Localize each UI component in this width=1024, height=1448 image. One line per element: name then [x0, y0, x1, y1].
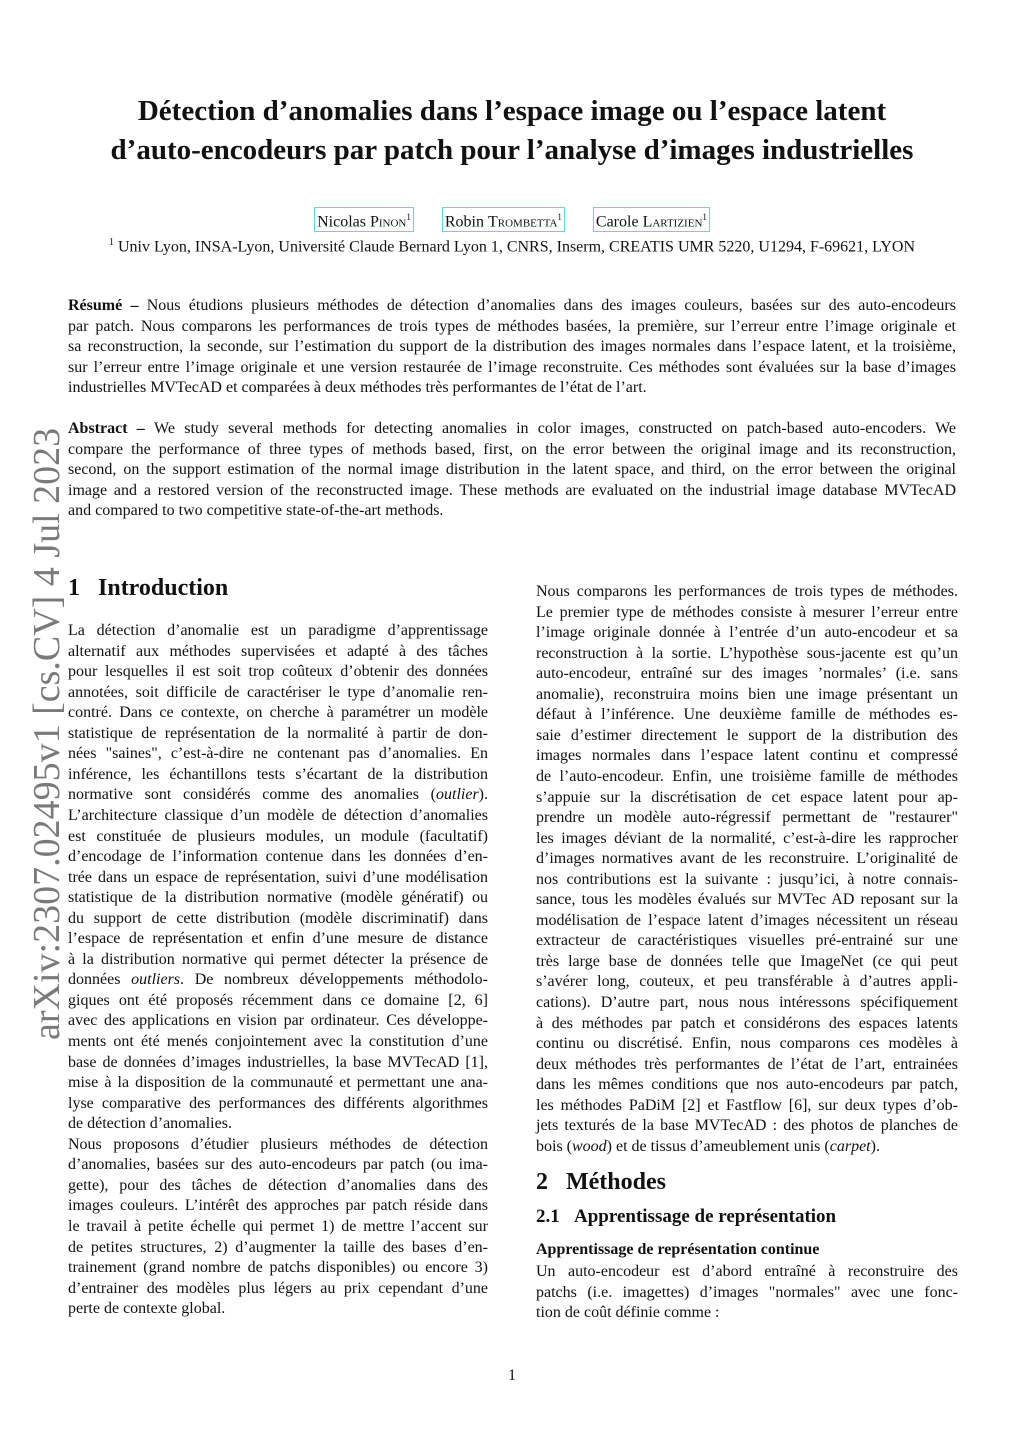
text-line: par patch. Nous comparons les performances de trois types de méthodes basées, la première, sur l’erreur entre l’image originale et	[68, 317, 956, 335]
text-line: auto-encodeur, entraîné sur des images ’normales’ (i.e. sans	[536, 665, 958, 683]
text-line: sur l’erreur entre l’image originale et une version restaurée de l’image reconstruite. Ces méthodes sont évaluées sur la base d’images	[68, 358, 956, 376]
text-line: extracteur de caractéristiques visuelles pré-entrainé sur une	[536, 932, 958, 950]
text-line: images couleurs. L’intérêt des approches par patch réside dans	[68, 1197, 488, 1215]
section-title: Méthodes	[566, 1169, 666, 1195]
text-line: Abstract – We study several methods for detecting anomalies in color images, constructed on patch-based auto-encoders. We	[68, 420, 956, 437]
text-line: mise à la disposition de la communauté et permettant une ana-	[68, 1074, 488, 1092]
text-line: patchs (i.e. imagettes) d’images "normales" avec une fonc-	[536, 1283, 958, 1301]
text-line: annotées, soit difficile de caractériser le type d’anomalie ren-	[68, 683, 488, 701]
block-label: Abstract –	[68, 420, 155, 437]
text-line: anomalie), reconstruira moins bien une image présentant un	[536, 685, 958, 703]
author-first-name: Carole	[595, 213, 639, 231]
text-line: image and a restored version of the reconstructed image. These methods are evaluated on the industrial image database MVTecAD	[68, 481, 956, 499]
text-line: trée dans un espace de représentation, suivi d’une modélisation	[68, 868, 488, 886]
affil-mark: 1	[702, 212, 707, 222]
paper-title-line-1: Détection d’anomalies dans l’espace image ou l’espace latent	[137, 95, 887, 127]
text-line: compare the performance of three types of methods based, first, on the error between the original image and its reconstruction,	[68, 440, 956, 458]
affil-mark: 1	[557, 212, 562, 222]
section-number: 2	[536, 1169, 548, 1195]
text-line: Un auto-encodeur est d’abord entraîné à reconstruire des	[536, 1263, 958, 1280]
text-line: s’appuie sur la discrétisation de cet espace latent pour ap-	[536, 788, 958, 806]
text-line: industrielles MVTecAD et comparées à deux méthodes très performantes de l’état de l’art.	[68, 379, 647, 397]
text-line: continu ou discrétisé. Enfin, nous comparons ces modèles à	[536, 1035, 958, 1053]
section-heading-introduction	[68, 575, 228, 602]
text-line: sa reconstruction, la seconde, sur l’estimation du support de la distribution des images normales dans l’espace latent, et la troisième,	[68, 338, 956, 356]
text-line: reconstruction à la sortie. L’hypothèse sous-jacente est qu’un	[536, 644, 958, 662]
arxiv-stamp: arXiv:2307.02495v1 [cs.CV] 4 Jul 2023	[26, 427, 68, 1040]
text-line: normative sont considérés comme des anomalies (outlier).	[68, 786, 488, 804]
text-line: prendre un modèle auto-régressif permettant de "restaurer"	[536, 809, 958, 827]
text-line: base de données d’images industrielles, la base MVTecAD [1],	[68, 1053, 488, 1071]
author-first-name: Robin	[444, 213, 484, 231]
text-line: à des méthodes par patch et considérons des espaces latents	[536, 1014, 958, 1032]
author-link[interactable]	[314, 207, 414, 232]
text-line: les méthodes PaDiM [2] et Fastflow [6], sur deux types d’ob-	[536, 1096, 958, 1114]
italic-term: carpet	[829, 1137, 871, 1155]
text-line: données outliers. De nombreux développements méthodolo-	[68, 971, 489, 989]
text-line: tion de coût définie comme :	[536, 1304, 720, 1322]
text-line: les images déviant de la normalité, c’est-à-dire les rapprocher	[536, 829, 958, 847]
text-line: images normales dans l’espace latent continu et compressé	[536, 747, 958, 765]
text-line: bois (wood) et de tissus d’ameublement unis (carpet).	[536, 1137, 880, 1155]
text-line: dans les mêmes conditions que nos auto-encodeurs par patch,	[536, 1076, 958, 1094]
text-line: de détection d’anomalies.	[68, 1115, 232, 1133]
text-line: d’entrainer des modèles plus légers au prix cependant d’une	[68, 1279, 488, 1297]
text-line: de petites structures, 2) d’augmenter la taille des bases d’en-	[68, 1238, 488, 1256]
text-line: perte de contexte global.	[68, 1300, 226, 1318]
text-line: d’anomalies, basées sur des auto-encodeurs par patch (ou ima-	[68, 1156, 488, 1174]
affil-mark: 1	[108, 237, 114, 248]
author-last-name: Pinon	[369, 213, 407, 231]
section-number: 1	[68, 575, 80, 601]
text-line: est constituée de plusieurs modules, un module (facultatif)	[68, 827, 488, 845]
section-heading-methodes	[536, 1169, 666, 1196]
text-line: d’encodage de l’information contenue dans les données d’en-	[68, 848, 488, 866]
affiliation	[0, 237, 1024, 256]
text-line: s’avérer long, couteux, et peu transférable à d’autres appli-	[536, 973, 958, 991]
block-label: Résumé –	[68, 297, 147, 314]
text-line: l’image originale donnée à l’entrée d’un auto-encodeur et sa	[536, 624, 958, 642]
text-line: statistique de représentation de la normalité à partir de don-	[68, 724, 488, 742]
affil-mark: 1	[406, 212, 411, 222]
italic-term: outliers	[131, 971, 181, 989]
text-line: contré. Dans ce contexte, on cherche à paramétrer un modèle	[68, 704, 488, 722]
text-line: gette), pour des tâches de détection d’anomalies dans des	[68, 1176, 488, 1194]
text-line: Le premier type de méthodes consiste à mesurer l’erreur entre	[536, 603, 958, 621]
text-line: Nous comparons les performances de trois types de méthodes.	[536, 583, 958, 600]
text-line: nées "saines", c’est-à-dire ne contenant pas d’anomalies. En	[68, 745, 488, 763]
section-title: Introduction	[98, 575, 229, 601]
text-line: à la distribution normative qui permet détecter la présence de	[68, 950, 488, 968]
text-line: nos contributions est la suivante : jusqu’ici, à notre connais-	[536, 870, 958, 888]
text-line: lyse comparative des performances des différents algorithmes	[68, 1094, 488, 1112]
text-line: Nous proposons d’étudier plusieurs méthodes de détection	[68, 1135, 488, 1153]
text-line: cations). D’autre part, nous nous intéressons spécifiquement	[536, 994, 958, 1011]
text-line: ments ont été menés conjointement avec la constitution d’une	[68, 1033, 488, 1050]
text-line: de l’auto-encodeur. Enfin, une troisième famille de méthodes	[536, 767, 958, 785]
author-link[interactable]	[442, 207, 565, 232]
text-line: statistique de la distribution normative (modèle génératif) ou	[68, 889, 488, 907]
text-line: très large base de données telle que ImageNet (ce qui peut	[536, 952, 958, 970]
italic-term: wood	[572, 1137, 607, 1155]
text-line: pour lesquelles il est soit trop coûteux d’obtenir des données	[68, 663, 488, 681]
text-line: second, on the support estimation of the normal image distribution in the latent space, and third, on the error between the original	[68, 461, 956, 479]
affiliation-text: Univ Lyon, INSA-Lyon, Université Claude Bernard Lyon 1, CNRS, Inserm, CREATIS UMR 5220, U1294, F-69621, LYON	[117, 238, 916, 256]
text-line: deux méthodes très performantes de l’état de l’art, entrainées	[536, 1055, 958, 1073]
author-list	[0, 207, 1024, 232]
author-link[interactable]	[593, 207, 710, 232]
text-line: modélisation de l’espace latent d’images nécessitent un réseau	[536, 911, 958, 929]
paragraph-heading: Apprentissage de représentation continue	[536, 1241, 820, 1258]
text-line: trainement (grand nombre de patchs disponibles) ou encore 3)	[68, 1259, 488, 1277]
author-first-name: Nicolas	[317, 213, 366, 231]
page-number: 1	[508, 1367, 516, 1384]
italic-term: outlier	[436, 786, 479, 804]
text-line: saie d’estimer directement le support de la distribution des	[536, 726, 958, 744]
text-line: and compared to two competitive state-of-the-art methods.	[68, 502, 444, 520]
text-line: giques ont été proposés récemment dans ce domaine [2, 6]	[68, 991, 488, 1009]
text-line: inférence, les échantillons tests s’écartant de la distribution	[68, 765, 488, 783]
text-line: alternatif aux méthodes supervisées et adapté à des tâches	[68, 642, 488, 660]
subsection-heading	[536, 1206, 836, 1228]
text-line: avec des applications en vision par ordinateur. Ces développe-	[68, 1012, 488, 1030]
text-line: jets texturés de la base MVTecAD : des photos de planches de	[536, 1117, 958, 1135]
text-line: l’espace de représentation et enfin d’une mesure de distance	[68, 930, 488, 948]
paper-title-line-2: d’auto-encodeurs par patch pour l’analyse d’images industrielles	[110, 134, 914, 166]
text-line: La détection d’anomalie est un paradigme d’apprentissage	[68, 622, 488, 639]
text-line: sance, tous les modèles évalués sur MVTec AD reposant sur la	[536, 891, 958, 909]
text-line: Résumé – Nous étudions plusieurs méthodes de détection d’anomalies dans des images couleurs, basées sur des auto-encodeurs	[68, 297, 956, 314]
text-line: L’architecture classique d’un modèle de détection d’anomalies	[68, 806, 488, 824]
subsection-title: Apprentissage de représentation	[574, 1206, 837, 1227]
text-line: le travail à petite échelle qui permet 1) de mettre l’accent sur	[68, 1217, 488, 1235]
text-line: défaut à l’inférence. Une deuxième famille de méthodes es-	[536, 706, 958, 724]
author-last-name: Trombetta	[488, 213, 558, 231]
text-line: d’images normatives avant de les reconstruire. L’originalité de	[536, 850, 958, 868]
author-last-name: Lartizien	[642, 213, 703, 231]
text-line: du support de cette distribution (modèle discriminatif) dans	[68, 909, 488, 927]
subsection-number: 2.1	[536, 1206, 560, 1227]
